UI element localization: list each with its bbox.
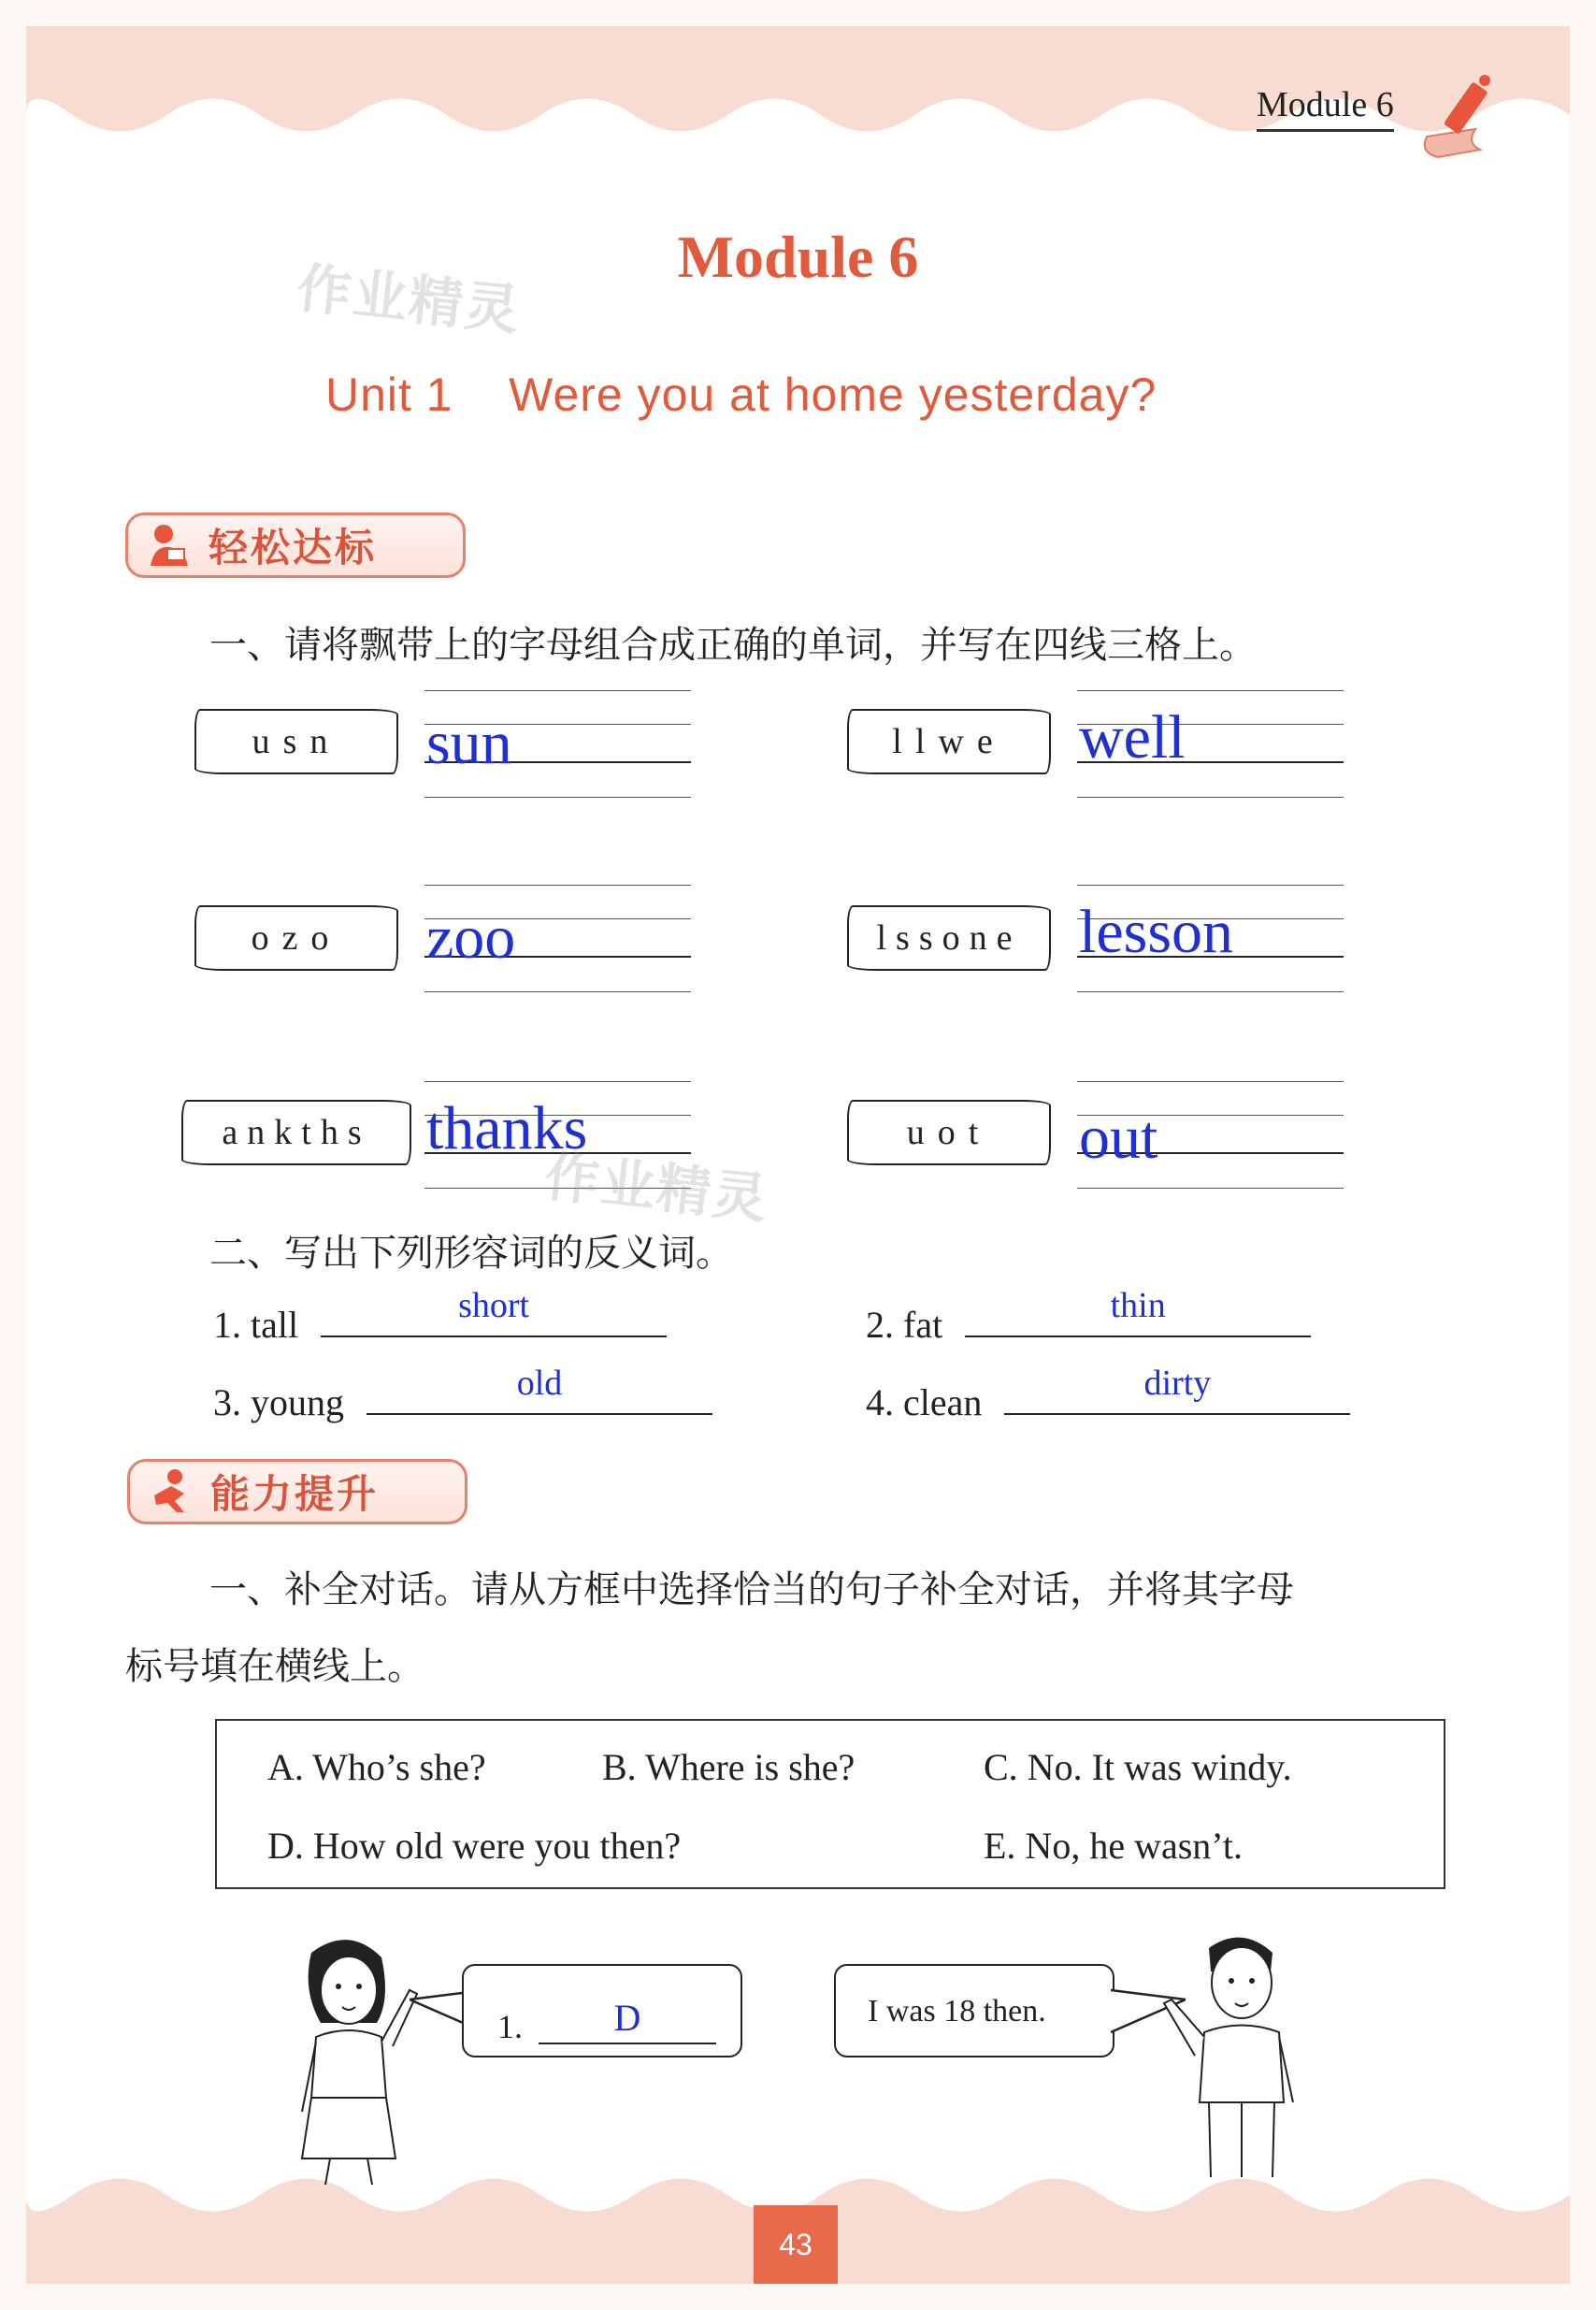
instruction-section2-line1: 一、补全对话。请从方框中选择恰当的句子补全对话，并将其字母 [209, 1568, 1294, 1611]
workbook-page [26, 26, 1570, 2284]
letter-ribbon: uot [847, 1100, 1051, 1165]
antonym-prompt: 1. tall [213, 1304, 299, 1346]
instruction-part1: 一、请将飘带上的字母组合成正确的单词，并写在四线三格上。 [209, 624, 1257, 667]
instruction-part2: 二、写出下列形容词的反义词。 [209, 1232, 733, 1275]
four-line-grid [1077, 690, 1344, 801]
antonym-answer: thin [1110, 1286, 1166, 1325]
four-line-grid [1077, 1081, 1344, 1191]
header-module-label: Module 6 [1257, 84, 1394, 132]
reading-figure-icon [145, 521, 194, 570]
antonym-prompt: 4. clean [866, 1381, 983, 1423]
option-c: C. No. It was windy. [984, 1746, 1292, 1788]
letter-ribbon: lssone [847, 905, 1051, 971]
antonym-answer: short [458, 1286, 530, 1325]
option-e: E. No, he wasn’t. [984, 1825, 1243, 1867]
speech-bubble-girl [462, 1964, 742, 2057]
page-number: 43 [754, 2205, 838, 2284]
answer-blank[interactable] [1004, 1364, 1350, 1415]
dialogue-answer: D [613, 1997, 641, 2039]
answer-word: out [1079, 1104, 1158, 1172]
option-b: B. Where is she? [602, 1746, 856, 1788]
antonym-item [213, 1286, 667, 1347]
four-line-grid [424, 885, 691, 995]
pencil-icon [1410, 64, 1513, 166]
answer-word: lesson [1079, 898, 1233, 966]
watermark-middle: 作业精灵 [541, 1144, 772, 1232]
letter-ribbon: ankths [181, 1100, 411, 1165]
antonym-answer: old [516, 1364, 563, 1403]
four-line-grid [1077, 885, 1344, 995]
instruction-section2-line2: 标号填在横线上。 [125, 1645, 424, 1688]
dialogue-boy-text: I was 18 then. [868, 1994, 1046, 2028]
section-pill-advanced [127, 1459, 467, 1524]
antonym-answer: dirty [1143, 1364, 1212, 1403]
speech-bubble-boy [834, 1964, 1114, 2057]
letter-ribbon: usn [194, 709, 398, 774]
four-line-grid [424, 690, 691, 801]
antonym-item [866, 1286, 1311, 1347]
letter-ribbon: ozo [194, 905, 398, 971]
page-title: Module 6 [677, 224, 919, 290]
antonym-prompt: 2. fat [866, 1304, 943, 1346]
answer-word: zoo [426, 903, 516, 972]
option-a: A. Who’s she? [267, 1746, 486, 1788]
options-box [215, 1719, 1445, 1889]
answer-blank[interactable] [321, 1286, 667, 1337]
dialogue-number: 1. [497, 2008, 523, 2045]
answer-word: well [1079, 703, 1186, 772]
option-d: D. How old were you then? [267, 1825, 682, 1867]
section-pill-basic [125, 513, 466, 578]
antonym-item [213, 1364, 712, 1424]
watermark-top: 作业精灵 [294, 255, 525, 343]
running-figure-icon [147, 1467, 195, 1516]
section-label-basic: 轻松达标 [208, 525, 378, 570]
girl-illustration [269, 1934, 428, 2187]
letter-ribbon: llwe [847, 709, 1051, 774]
answer-blank[interactable] [367, 1364, 712, 1415]
answer-blank[interactable] [965, 1286, 1311, 1337]
unit-subtitle: Unit 1 Were you at home yesterday? [325, 368, 1157, 421]
answer-word: thanks [426, 1094, 588, 1162]
antonym-prompt: 3. young [213, 1381, 344, 1423]
section-label-advanced: 能力提升 [210, 1471, 380, 1517]
dialogue-answer-blank[interactable] [539, 2043, 716, 2044]
boy-illustration [1153, 1925, 1312, 2187]
antonym-item [866, 1364, 1350, 1424]
answer-word: sun [426, 709, 512, 777]
